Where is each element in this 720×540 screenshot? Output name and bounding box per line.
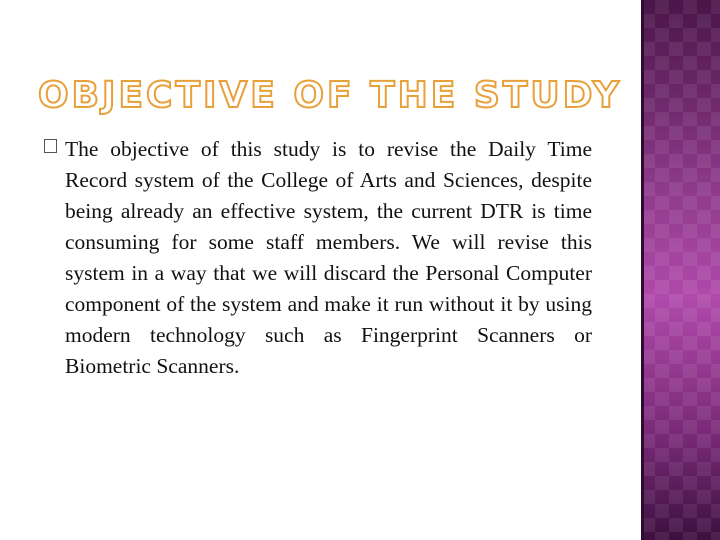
bullet-text: The objective of this study is to revise the Daily Time Record system of the College of Arts and Sciences, despite being already an effective system, the current DTR is time consuming for some staff members. We will revise this system in a way that we will discard the Personal Computer component of the system and make it run without it by using modern technology such as Fingerprint Scanners or Biometric Scanners. bbox=[65, 137, 592, 378]
decorative-side-panel bbox=[641, 0, 720, 540]
bullet-item bbox=[44, 134, 592, 382]
side-panel-edge bbox=[641, 0, 644, 540]
square-bullet-icon bbox=[44, 139, 57, 153]
slide-title: OBJECTIVE OF THE STUDY bbox=[38, 75, 622, 116]
